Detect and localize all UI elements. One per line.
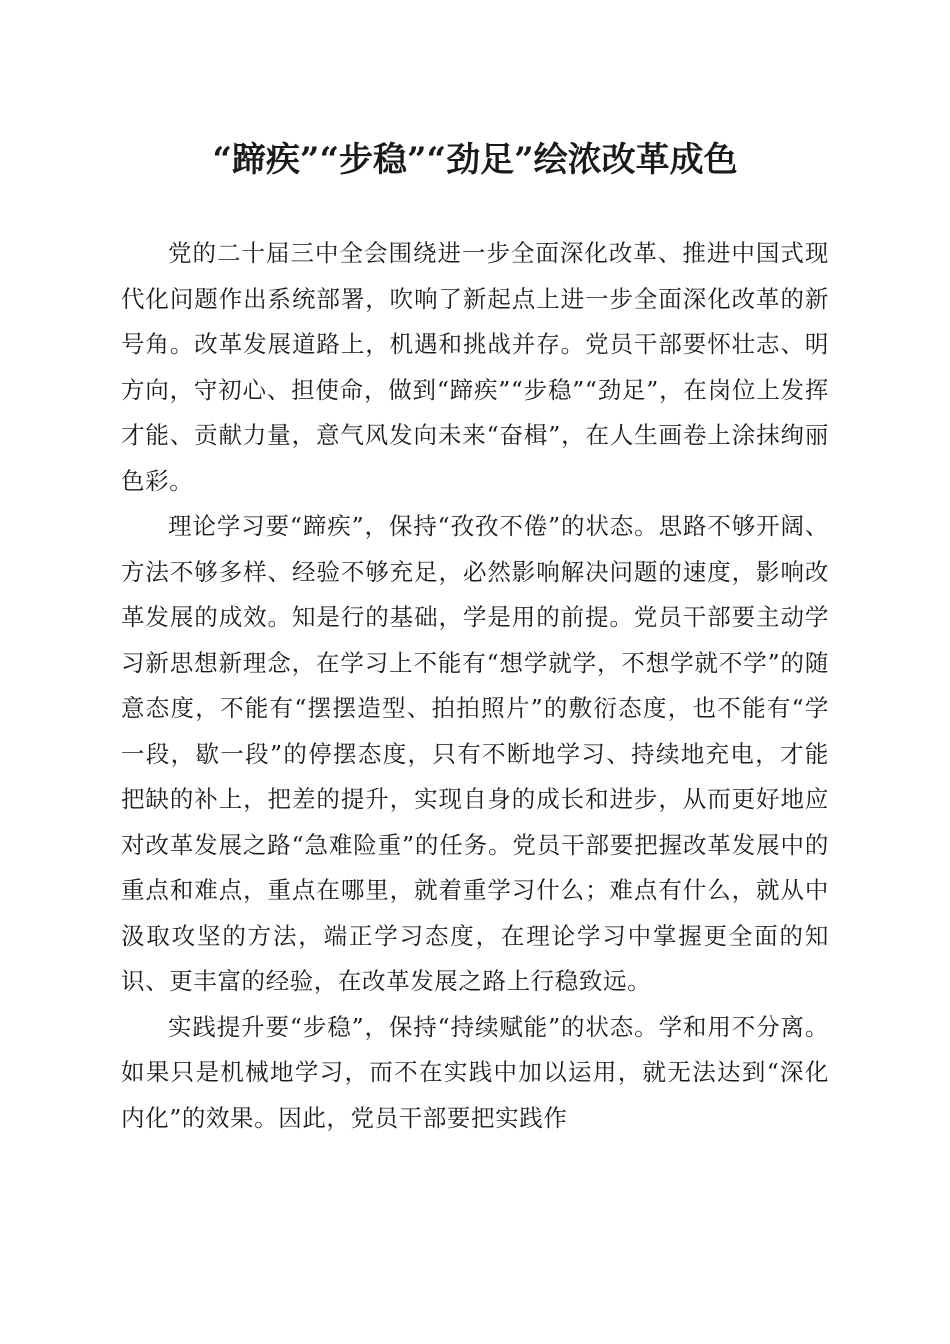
- paragraph-practice: 实践提升要“步稳”，保持“持续赋能”的状态。学和用不分离。如果只是机械地学习，而不在实践中加以运用，就无法达到“深化内化”的效果。因此，党员干部要把实践作: [121, 1012, 829, 1132]
- document-body: [121, 231, 829, 1141]
- document-title: “蹄疾”“步稳”“劲足”绘浓改革成色: [212, 140, 738, 180]
- paragraph-intro: 党的二十届三中全会围绕进一步全面深化改革、推进中国式现代化问题作出系统部署，吹响了新起点上进一步全面深化改革的新号角。改革发展道路上，机遇和挑战并存。党员干部要怀壮志、明方向，守初心、担使命，做到“蹄疾”“步稳”“劲足”，在岗位上发挥才能、贡献力量，意气风发向未来“奋楫”，在人生画卷上涂抹绚丽色彩。: [121, 239, 829, 495]
- paragraph-theory-study: 理论学习要“蹄疾”，保持“孜孜不倦”的状态。思路不够开阔、方法不够多样、经验不够充足，必然影响解决问题的速度，影响改革发展的成效。知是行的基础，学是用的前提。党员干部要主动学习新思想新理念，在学习上不能有“想学就学，不想学就不学”的随意态度，不能有“摆摆造型、拍拍照片”的敷衍态度，也不能有“学一段，歇一段”的停摆态度，只有不断地学习、持续地充电，才能把缺的补上，把差的提升，实现自身的成长和进步，从而更好地应对改革发展之路“急难险重”的任务。党员干部要把握改革发展中的重点和难点，重点在哪里，就着重学习什么；难点有什么，就从中汲取攻坚的方法，端正学习态度，在理论学习中掌握更全面的知识、更丰富的经验，在改革发展之路上行稳致远。: [121, 512, 829, 995]
